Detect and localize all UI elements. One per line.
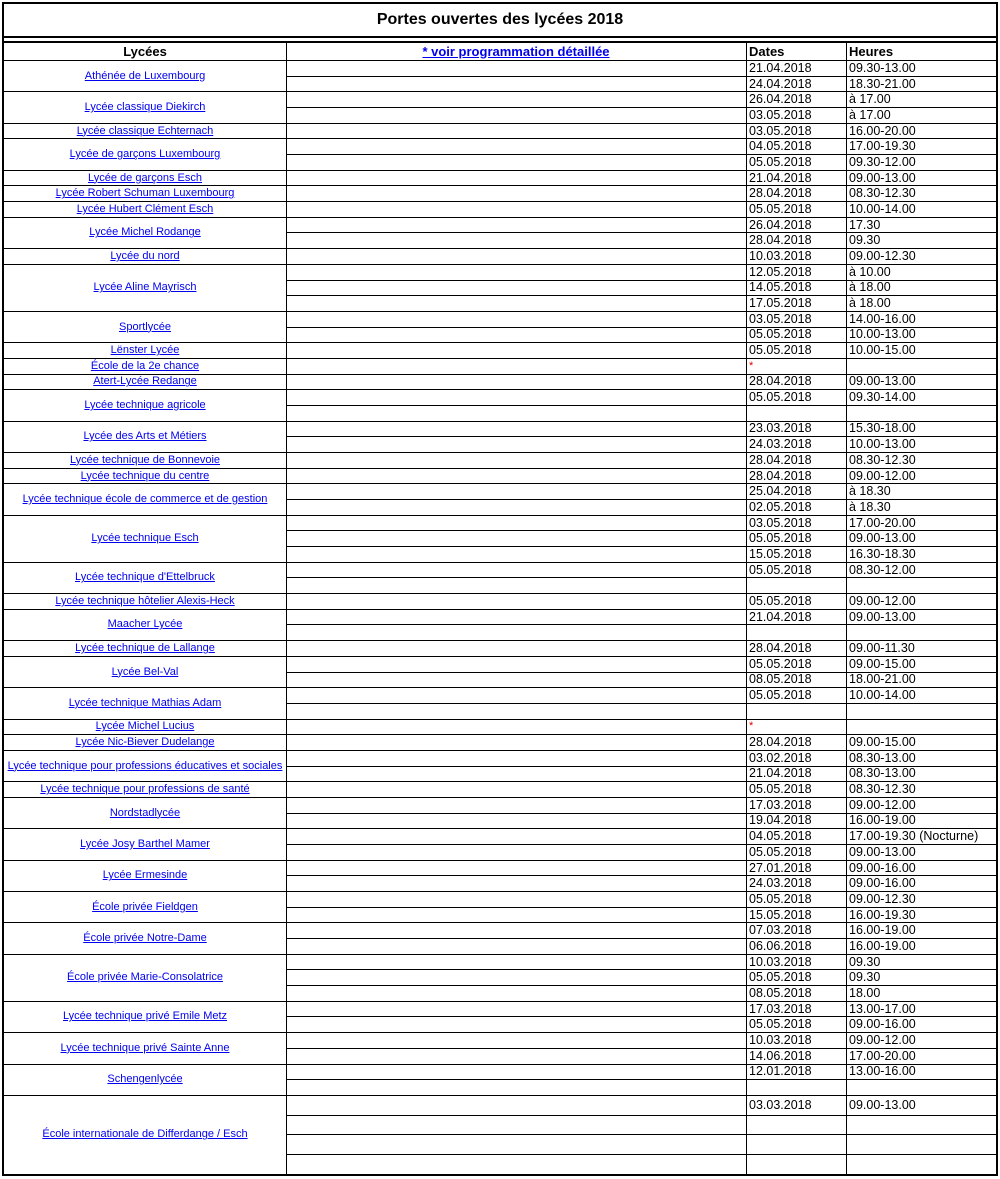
time-cell bbox=[846, 358, 996, 374]
table-grid bbox=[4, 4, 996, 1174]
time-cell: 08.30-13.00 bbox=[849, 766, 916, 781]
date-cell: 28.04.2018 bbox=[749, 452, 812, 467]
school-name-cell bbox=[4, 640, 286, 656]
school-link[interactable]: Lycée de garçons Luxembourg bbox=[69, 148, 221, 161]
school-name-cell bbox=[4, 123, 286, 139]
header-programme-cell bbox=[286, 43, 746, 60]
time-cell: 08.30-12.30 bbox=[849, 186, 916, 201]
time-cell: à 18.00 bbox=[849, 296, 891, 311]
school-link[interactable]: Lycée technique d'Ettelbruck bbox=[75, 571, 215, 584]
school-link[interactable]: Lycée technique pour professions éducatives et sociales bbox=[7, 759, 283, 772]
date-cell: 28.04.2018 bbox=[749, 468, 812, 483]
school-link[interactable]: École privée Fieldgen bbox=[92, 900, 198, 913]
school-name-cell bbox=[4, 593, 286, 609]
date-cell bbox=[746, 405, 846, 421]
school-name-cell bbox=[4, 797, 286, 828]
date-cell: 21.04.2018 bbox=[749, 609, 812, 624]
school-name-cell bbox=[4, 374, 286, 390]
date-cell: 23.03.2018 bbox=[749, 421, 812, 436]
school-link[interactable]: Lycée technique Mathias Adam bbox=[68, 696, 222, 709]
school-name-cell bbox=[4, 609, 286, 640]
school-name-cell bbox=[4, 734, 286, 750]
school-name-cell bbox=[4, 719, 286, 735]
time-cell: 08.30-12.00 bbox=[849, 562, 916, 577]
time-cell: 17.00-20.00 bbox=[849, 515, 916, 530]
time-cell: 09.30-12.00 bbox=[849, 154, 916, 169]
school-name-cell bbox=[4, 311, 286, 342]
date-cell: 26.04.2018 bbox=[749, 217, 812, 232]
school-name-cell bbox=[4, 1032, 286, 1063]
school-link[interactable]: Lycée Nic-Biever Dudelange bbox=[75, 736, 215, 749]
school-name-cell bbox=[4, 264, 286, 311]
date-cell: 05.05.2018 bbox=[749, 201, 812, 216]
school-link[interactable]: Lycée technique de Bonnevoie bbox=[69, 453, 221, 466]
school-link[interactable]: École privée Marie-Consolatrice bbox=[67, 971, 223, 984]
school-link[interactable]: Lycée Michel Lucius bbox=[95, 720, 195, 733]
time-cell: 09.30 bbox=[849, 954, 881, 969]
date-cell: 05.05.2018 bbox=[749, 970, 812, 985]
school-name-cell bbox=[4, 201, 286, 217]
time-cell: 18.00 bbox=[849, 985, 881, 1000]
time-cell: 08.30-12.30 bbox=[849, 782, 916, 797]
date-cell bbox=[746, 703, 846, 719]
date-cell: 27.01.2018 bbox=[749, 860, 812, 875]
date-cell: 05.05.2018 bbox=[749, 154, 812, 169]
date-cell: 15.05.2018 bbox=[749, 907, 812, 922]
time-cell: 09.00-12.00 bbox=[849, 593, 916, 608]
date-cell: 08.05.2018 bbox=[749, 985, 812, 1000]
school-name-cell bbox=[4, 781, 286, 797]
time-cell: 16.00-19.00 bbox=[849, 923, 916, 938]
date-cell: 24.04.2018 bbox=[749, 76, 812, 91]
time-cell bbox=[846, 703, 996, 719]
time-cell: à 18.30 bbox=[849, 499, 891, 514]
date-cell: 05.05.2018 bbox=[749, 688, 812, 703]
date-cell: 28.04.2018 bbox=[749, 374, 812, 389]
header-lycees: Lycées bbox=[123, 43, 167, 59]
detail-asterisk: * bbox=[749, 720, 754, 733]
school-name-cell bbox=[4, 562, 286, 593]
school-link[interactable]: Lycée technique du centre bbox=[80, 469, 210, 482]
school-link[interactable]: Lycée Robert Schuman Luxembourg bbox=[55, 187, 235, 200]
school-link[interactable]: École privée Notre-Dame bbox=[83, 932, 207, 945]
date-cell: 17.03.2018 bbox=[749, 797, 812, 812]
school-link[interactable]: Lycée technique privé Sainte Anne bbox=[60, 1041, 230, 1054]
school-name-cell bbox=[4, 687, 286, 718]
date-cell: 25.04.2018 bbox=[749, 484, 812, 499]
date-cell: 04.05.2018 bbox=[749, 829, 812, 844]
school-name-cell bbox=[4, 1064, 286, 1095]
time-cell: 16.00-19.00 bbox=[849, 938, 916, 953]
school-name-cell bbox=[4, 248, 286, 264]
time-cell: 08.30-12.30 bbox=[849, 452, 916, 467]
time-cell: 10.00-14.00 bbox=[849, 201, 916, 216]
time-cell: 09.00-13.00 bbox=[849, 531, 916, 546]
school-link[interactable]: Nordstadlycée bbox=[109, 806, 181, 819]
time-cell: 14.00-16.00 bbox=[849, 311, 916, 326]
school-name-cell bbox=[4, 891, 286, 922]
school-link[interactable]: Lycée Josy Barthel Mamer bbox=[80, 837, 210, 850]
school-link[interactable]: Schengenlycée bbox=[107, 1073, 183, 1086]
time-cell: 09.00-11.30 bbox=[849, 640, 915, 655]
time-cell: 10.00-15.00 bbox=[849, 343, 916, 358]
date-cell: 05.05.2018 bbox=[749, 656, 812, 671]
school-link[interactable]: Lycée technique de Lallange bbox=[75, 641, 215, 654]
date-cell: 05.05.2018 bbox=[749, 343, 812, 358]
time-cell: 09.00-13.00 bbox=[849, 609, 916, 624]
school-link[interactable]: Lycée des Arts et Métiers bbox=[83, 430, 207, 443]
school-name-cell bbox=[4, 138, 286, 169]
time-cell bbox=[846, 719, 996, 735]
time-cell: 16.00-19.30 bbox=[849, 907, 916, 922]
date-cell: 05.05.2018 bbox=[749, 327, 812, 342]
date-cell: 03.03.2018 bbox=[749, 1097, 812, 1112]
school-link[interactable]: Athénée de Luxembourg bbox=[84, 69, 206, 82]
schedule-table bbox=[2, 2, 998, 1176]
school-name-cell bbox=[4, 922, 286, 953]
sub-row-divider bbox=[286, 1154, 996, 1155]
school-name-cell bbox=[4, 170, 286, 186]
school-link[interactable]: Maacher Lycée bbox=[107, 618, 183, 631]
school-name-cell bbox=[4, 828, 286, 859]
school-link[interactable]: Lycée Hubert Clément Esch bbox=[76, 202, 214, 215]
school-link[interactable]: Lycée technique privé Emile Metz bbox=[62, 1010, 228, 1023]
time-cell: 09.30 bbox=[849, 233, 881, 248]
school-name-cell bbox=[4, 358, 286, 374]
school-name-cell bbox=[4, 954, 286, 1001]
school-name-cell bbox=[4, 483, 286, 514]
school-link[interactable]: Lycée technique hôtelier Alexis-Heck bbox=[55, 594, 235, 607]
date-cell: 05.05.2018 bbox=[749, 390, 812, 405]
date-cell: 19.04.2018 bbox=[749, 813, 812, 828]
school-name-cell bbox=[4, 1001, 286, 1032]
date-cell: 05.05.2018 bbox=[749, 562, 812, 577]
school-link[interactable]: Lycée classique Diekirch bbox=[84, 101, 206, 114]
time-cell: 09.00-13.00 bbox=[849, 374, 916, 389]
school-link[interactable]: Lycée technique école de commerce et de gestion bbox=[22, 493, 268, 506]
time-cell: à 17.00 bbox=[849, 107, 891, 122]
school-name-cell bbox=[4, 185, 286, 201]
time-cell: 16.30-18.30 bbox=[849, 546, 916, 561]
date-cell: 10.03.2018 bbox=[749, 248, 812, 263]
time-cell: 09.00-15.00 bbox=[849, 656, 916, 671]
school-name-cell bbox=[4, 389, 286, 420]
time-cell: 09.00-12.30 bbox=[849, 248, 916, 263]
date-cell bbox=[746, 577, 846, 593]
school-name-cell bbox=[4, 515, 286, 562]
sub-row-divider bbox=[286, 624, 996, 625]
time-cell: 10.00-13.00 bbox=[849, 327, 916, 342]
date-cell: 05.05.2018 bbox=[749, 891, 812, 906]
school-link[interactable]: Lycée Bel-Val bbox=[111, 665, 179, 678]
school-link[interactable]: École internationale de Differdange / Esch bbox=[42, 1128, 248, 1141]
school-name-cell bbox=[4, 452, 286, 468]
time-cell: 10.00-13.00 bbox=[849, 437, 916, 452]
date-cell: 28.04.2018 bbox=[749, 735, 812, 750]
date-cell: 17.03.2018 bbox=[749, 1001, 812, 1016]
detail-asterisk: * bbox=[749, 359, 754, 372]
date-cell: 15.05.2018 bbox=[749, 546, 812, 561]
date-cell: 05.05.2018 bbox=[749, 1017, 812, 1032]
date-cell: 14.05.2018 bbox=[749, 280, 812, 295]
school-link[interactable]: Lycée Ermesinde bbox=[102, 869, 188, 882]
time-cell: 13.00-17.00 bbox=[849, 1001, 916, 1016]
time-cell: 09.00-13.00 bbox=[849, 170, 916, 185]
date-cell: 03.02.2018 bbox=[749, 750, 812, 765]
date-cell: 05.05.2018 bbox=[749, 844, 812, 859]
school-link[interactable]: Lycée technique Esch bbox=[91, 532, 199, 545]
date-cell: 21.04.2018 bbox=[749, 60, 812, 75]
time-cell: à 18.30 bbox=[849, 484, 891, 499]
time-cell: 09.00-15.00 bbox=[849, 735, 916, 750]
date-cell: 24.03.2018 bbox=[749, 876, 812, 891]
school-link[interactable]: Lycée technique agricole bbox=[84, 398, 206, 411]
time-cell: 17.00-19.30 bbox=[849, 139, 916, 154]
time-cell: à 18.00 bbox=[849, 280, 891, 295]
date-cell bbox=[746, 719, 846, 735]
school-name-cell bbox=[4, 421, 286, 452]
time-cell: 09.30-14.00 bbox=[849, 390, 916, 405]
time-cell: à 17.00 bbox=[849, 92, 891, 107]
time-cell: 09.00-12.00 bbox=[849, 797, 916, 812]
time-cell: 08.30-13.00 bbox=[849, 750, 916, 765]
school-link[interactable]: Lycée classique Echternach bbox=[76, 124, 214, 137]
date-cell: 05.05.2018 bbox=[749, 593, 812, 608]
header-dates: Dates bbox=[749, 43, 785, 59]
page-title: Portes ouvertes des lycées 2018 bbox=[4, 4, 996, 38]
school-link[interactable]: Atert-Lycée Redange bbox=[93, 375, 197, 388]
date-cell: 12.01.2018 bbox=[749, 1064, 812, 1079]
school-link[interactable]: Lycée Michel Rodange bbox=[89, 226, 201, 239]
date-cell: 28.04.2018 bbox=[749, 233, 812, 248]
school-name-cell bbox=[4, 217, 286, 248]
time-cell bbox=[846, 1079, 996, 1095]
time-cell: 09.00-12.00 bbox=[849, 1032, 916, 1047]
time-cell: 09.00-16.00 bbox=[849, 860, 916, 875]
school-name-cell bbox=[4, 656, 286, 687]
time-cell: 09.00-13.00 bbox=[849, 844, 916, 859]
column-divider bbox=[846, 43, 847, 1174]
school-name-cell bbox=[4, 60, 286, 91]
school-name-cell bbox=[4, 860, 286, 891]
time-cell: 17.00-19.30 (Nocturne) bbox=[849, 829, 979, 844]
date-cell: 07.03.2018 bbox=[749, 923, 812, 938]
school-link[interactable]: Lycée du nord bbox=[110, 249, 180, 262]
date-cell bbox=[746, 1079, 846, 1095]
date-cell: 03.05.2018 bbox=[749, 123, 812, 138]
time-cell: 18.30-21.00 bbox=[849, 76, 916, 91]
time-cell: 16.00-19.00 bbox=[849, 813, 916, 828]
time-cell: 09.00-16.00 bbox=[849, 1017, 916, 1032]
time-cell: 09.30 bbox=[849, 970, 881, 985]
time-cell: à 10.00 bbox=[849, 264, 891, 279]
date-cell: 10.03.2018 bbox=[749, 1032, 812, 1047]
date-cell: 24.03.2018 bbox=[749, 437, 812, 452]
time-cell: 17.30 bbox=[849, 217, 881, 232]
sub-row-divider bbox=[286, 1134, 996, 1135]
time-cell: 09.00-16.00 bbox=[849, 876, 916, 891]
school-link[interactable]: Lycée technique pour professions de santé bbox=[40, 783, 250, 796]
date-cell: 21.04.2018 bbox=[749, 766, 812, 781]
school-link[interactable]: École de la 2e chance bbox=[90, 359, 200, 372]
date-cell: 04.05.2018 bbox=[749, 139, 812, 154]
school-link[interactable]: Sportlycée bbox=[119, 320, 171, 333]
time-cell: 18.00-21.00 bbox=[849, 672, 916, 687]
date-cell: 26.04.2018 bbox=[749, 92, 812, 107]
time-cell: 09.00-13.00 bbox=[849, 1097, 916, 1112]
time-cell: 09.30-13.00 bbox=[849, 60, 916, 75]
date-cell: 03.05.2018 bbox=[749, 311, 812, 326]
programme-link[interactable]: * voir programmation détaillée bbox=[422, 43, 610, 59]
date-cell: 06.06.2018 bbox=[749, 938, 812, 953]
time-cell: 15.30-18.00 bbox=[849, 421, 916, 436]
time-cell bbox=[846, 577, 996, 593]
date-cell bbox=[746, 358, 846, 374]
school-name-cell bbox=[4, 468, 286, 484]
date-cell: 03.05.2018 bbox=[749, 107, 812, 122]
school-name-cell bbox=[4, 91, 286, 122]
sub-row-divider bbox=[286, 1115, 996, 1116]
date-cell: 14.06.2018 bbox=[749, 1048, 812, 1063]
date-cell: 28.04.2018 bbox=[749, 640, 812, 655]
time-cell: 10.00-14.00 bbox=[849, 688, 916, 703]
time-cell: 09.00-12.00 bbox=[849, 468, 916, 483]
time-cell bbox=[846, 405, 996, 421]
school-name-cell bbox=[4, 1095, 286, 1174]
school-link[interactable]: Lënster Lycée bbox=[110, 344, 180, 357]
school-link[interactable]: Lycée de garçons Esch bbox=[88, 171, 202, 184]
header-heures: Heures bbox=[849, 43, 894, 59]
date-cell: 03.05.2018 bbox=[749, 515, 812, 530]
school-name-cell bbox=[4, 342, 286, 358]
date-cell: 05.05.2018 bbox=[749, 531, 812, 546]
time-cell: 17.00-20.00 bbox=[849, 1048, 916, 1063]
school-link[interactable]: Lycée Aline Mayrisch bbox=[93, 281, 197, 294]
date-cell: 12.05.2018 bbox=[749, 264, 812, 279]
date-cell: 21.04.2018 bbox=[749, 170, 812, 185]
date-cell: 05.05.2018 bbox=[749, 782, 812, 797]
time-cell: 16.00-20.00 bbox=[849, 123, 916, 138]
column-divider bbox=[286, 43, 287, 1174]
date-cell: 02.05.2018 bbox=[749, 499, 812, 514]
school-name-cell bbox=[4, 750, 286, 781]
date-cell: 28.04.2018 bbox=[749, 186, 812, 201]
time-cell: 09.00-12.30 bbox=[849, 891, 916, 906]
column-divider bbox=[746, 43, 747, 1174]
date-cell: 17.05.2018 bbox=[749, 296, 812, 311]
date-cell: 08.05.2018 bbox=[749, 672, 812, 687]
time-cell: 13.00-16.00 bbox=[849, 1064, 916, 1079]
date-cell: 10.03.2018 bbox=[749, 954, 812, 969]
